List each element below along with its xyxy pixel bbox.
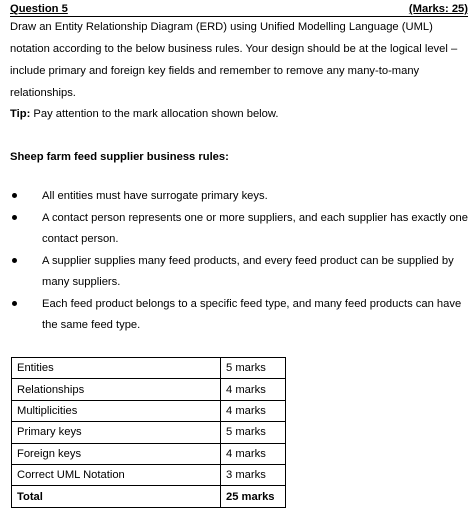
marks-cell: 4 marks <box>221 400 286 421</box>
total-label-cell: Total <box>12 486 221 507</box>
table-row <box>12 464 286 485</box>
table-row <box>12 400 286 421</box>
bullet-icon <box>12 301 17 306</box>
criterion-cell: Correct UML Notation <box>12 464 221 485</box>
mark-allocation-table <box>11 357 286 508</box>
criterion-cell: Multiplicities <box>12 400 221 421</box>
rule-item <box>10 208 470 251</box>
question-header <box>10 2 468 17</box>
total-marks-cell: 25 marks <box>221 486 286 507</box>
bullet-icon <box>12 193 17 198</box>
table-total-row <box>12 486 286 507</box>
tip-label: Tip: <box>10 108 31 120</box>
table-row <box>12 443 286 464</box>
rule-item <box>10 251 470 294</box>
intro-paragraph: Draw an Entity Relationship Diagram (ERD) using Unified Modelling Language (UML) notation according to the below business rules. Your design should be at the logical level – include primary and foreign key fields and remember to remove any many-to-many relationships. <box>10 21 458 99</box>
table-row <box>12 422 286 443</box>
table-row <box>12 379 286 400</box>
bullet-icon <box>12 215 17 220</box>
rule-text: A contact person represents one or more suppliers, and each supplier has exactly one contact person. <box>42 211 468 245</box>
rules-heading: Sheep farm feed supplier business rules: <box>10 151 229 163</box>
rule-text: All entities must have surrogate primary keys. <box>42 190 268 202</box>
tip-text: Pay attention to the mark allocation shown below. <box>30 108 279 120</box>
rule-item <box>10 186 470 208</box>
marks-cell: 3 marks <box>221 464 286 485</box>
rule-text: A supplier supplies many feed products, and every feed product can be supplied by many suppliers. <box>42 254 454 288</box>
marks-cell: 4 marks <box>221 443 286 464</box>
rules-list <box>10 186 470 337</box>
marks-cell: 5 marks <box>221 422 286 443</box>
marks-cell: 4 marks <box>221 379 286 400</box>
criterion-cell: Primary keys <box>12 422 221 443</box>
tip-paragraph <box>10 103 470 125</box>
table-row <box>12 358 286 379</box>
rule-item <box>10 294 470 337</box>
criterion-cell: Foreign keys <box>12 443 221 464</box>
rule-text: Each feed product belongs to a specific feed type, and many feed products can have the same feed type. <box>42 297 462 331</box>
question-marks: (Marks: 25) <box>408 3 468 15</box>
bullet-icon <box>12 258 17 263</box>
question-number: Question 5 <box>10 3 68 15</box>
criterion-cell: Entities <box>12 358 221 379</box>
criterion-cell: Relationships <box>12 379 221 400</box>
marks-cell: 5 marks <box>221 358 286 379</box>
